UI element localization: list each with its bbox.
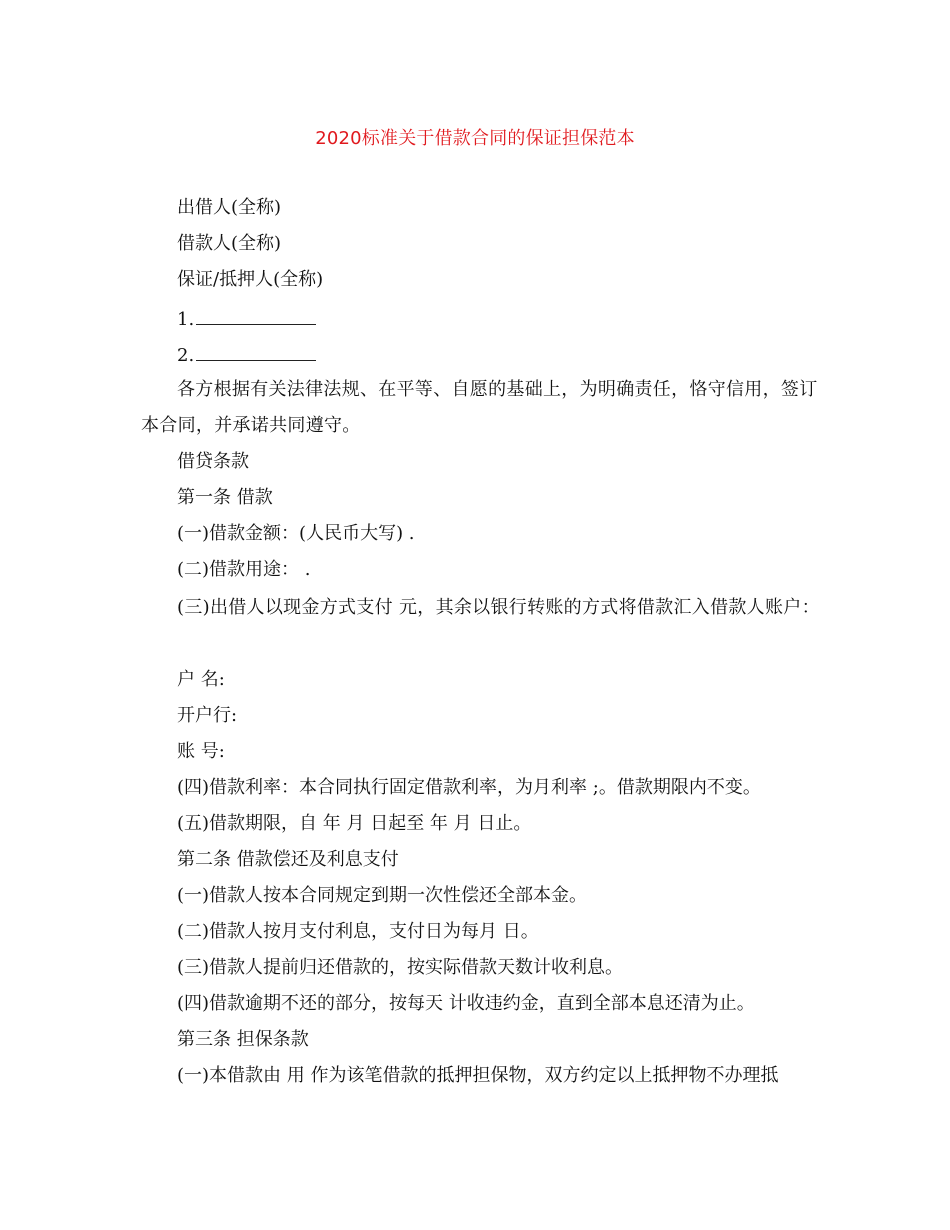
article1-rate: (四)借款利率：本合同执行固定借款利率，为月利率 ;。借款期限内不变。 [177,777,761,798]
article1-term: (五)借款期限，自 年 月 日起至 年 月 日止。 [177,813,532,834]
guarantor-item-2-label: 2. [177,345,195,366]
account-no-line: 账 号: [177,741,225,762]
section-loan-heading: 借贷条款 [177,451,249,472]
article1-purpose: (二)借款用途： . [177,559,311,580]
guarantor-item-1-label: 1. [177,309,195,330]
borrower-line: 借款人(全称) [177,233,282,254]
guarantor-item-1 [177,306,316,332]
bank-line: 开户行: [177,705,238,726]
account-name-line: 户 名: [177,669,225,690]
blank-field [196,342,316,361]
article3-heading: 第三条 担保条款 [177,1029,309,1050]
article2-item-2: (二)借款人按月支付利息，支付日为每月 日。 [177,921,539,942]
lender-line: 出借人(全称) [177,197,282,218]
article2-heading: 第二条 借款偿还及利息支付 [177,849,399,870]
preamble-paragraph: 各方根据有关法律法规、在平等、自愿的基础上，为明确责任，恪守信用，签订本合同，并承诺共同遵守。 [141,379,818,436]
article2-item-3: (三)借款人提前归还借款的，按实际借款天数计收利息。 [177,957,624,978]
blank-field [196,306,316,325]
guarantor-item-2 [177,342,316,368]
guarantor-line: 保证/抵押人(全称) [177,269,324,290]
article2-item-1: (一)借款人按本合同规定到期一次性偿还全部本金。 [177,885,588,906]
article1-heading: 第一条 借款 [177,487,273,508]
article1-amount: (一)借款金额：(人民币大写) . [177,523,415,544]
article2-item-4: (四)借款逾期不还的部分，按每天 计收违约金，直到全部本息还清为止。 [177,993,755,1014]
article3-item-1: (一)本借款由 用 作为该笔借款的抵押担保物，双方约定以上抵押物不办理抵 [177,1065,779,1086]
article1-payment: (三)出借人以现金方式支付 元，其余以银行转账的方式将借款汇入借款人账户： [177,597,820,618]
document-title: 2020标准关于借款合同的保证担保范本 [315,128,635,149]
